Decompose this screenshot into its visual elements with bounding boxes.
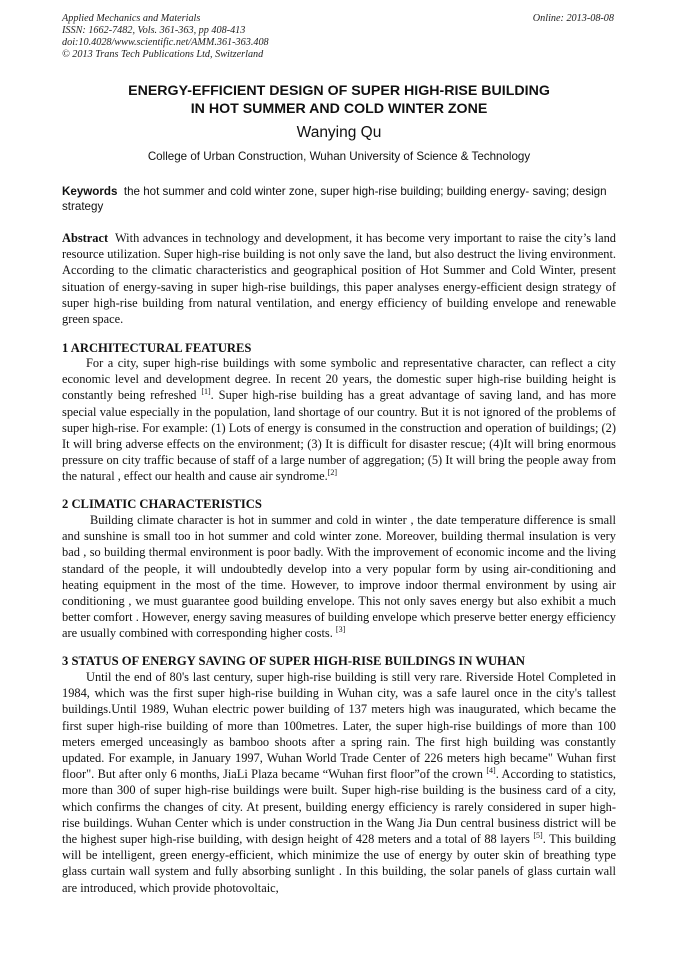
- section-3-paragraph: [62, 669, 616, 896]
- author-name: Wanying Qu: [296, 124, 382, 141]
- journal-doi: doi:10.4028/www.scientific.net/AMM.361-363.408: [62, 37, 269, 48]
- section-1-text-b: . Super high-rise building has a great advantage of saving land, and has more special value especially in the population, land shortage of our country. But it is not ignored of the problems of super high-rise. For example: (1) Lots of energy is consumed in the construction and operation of buildings; (2) It will bring adverse effects on the environment; (3) It is difficult for disaster rescue; (4)It will bring enormous pressure on city traffic because of staff of a large number of aggregation; (5) It will bring the people away from the natural , effect our health and cause air syndrome.: [62, 388, 617, 484]
- citation-2: [2]: [327, 468, 338, 478]
- abstract-text: With advances in technology and development, it has become very important to raise the city’s land resource utilization. Super high-rise building is not only save the land, but also destruct the living environment. According to the climatic characteristics and geographical position of Hot Summer and Cold Winter, present situation of energy-saving in super high-rise buildings, this paper analyses energy-efficient design strategy of super high-rise building from natural ventilation, and energy efficiency of building envelope and renewable green space.: [62, 231, 616, 327]
- section-1-heading: 1 ARCHITECTURAL FEATURES: [62, 341, 252, 355]
- citation-1: [1]: [201, 387, 211, 397]
- author-affiliation: College of Urban Construction, Wuhan University of Science & Technology: [147, 150, 531, 163]
- section-2-text: Building climate character is hot in summer and cold in winter , the date temperature difference is small and sunshine is small too in hot summer and cold winter zone. Moreover, building thermal insulation is very bad , so building thermal environment is poor badly. With the improvement of economic income and the living standard of the people, it will undoubtedly develop into a very popular form by using air-conditioning and heating equipment in the most of the time. However, to improve indoor thermal environment by using air conditioning , we must guarantee good building envelope. This not only saves energy but also exhibit a much better comfort . However, energy saving measures of building envelope which preserve better energy efficiency are usually combined with corresponding higher costs.: [62, 513, 616, 641]
- section-3-heading: 3 STATUS OF ENERGY SAVING OF SUPER HIGH-RISE BUILDINGS IN WUHAN: [62, 654, 526, 668]
- section-1-text-a: For a city, super high-rise buildings with some symbolic and representative character, can reflect a city economic level and development degree. In recent 20 years, the domestic super high-rise building height is constantly being refreshed: [62, 356, 616, 403]
- keywords-text: the hot summer and cold winter zone, super high-rise building; building energy- saving; design strategy: [62, 185, 607, 213]
- online-date: Online: 2013-08-08: [532, 13, 614, 24]
- keywords-block: [62, 185, 616, 214]
- journal-issn: ISSN: 1662-7482, Vols. 361-363, pp 408-413: [62, 25, 246, 36]
- abstract-label: Abstract: [62, 231, 109, 245]
- title-line-1: ENERGY-EFFICIENT DESIGN OF SUPER HIGH-RISE BUILDING: [128, 83, 550, 99]
- journal-copyright: © 2013 Trans Tech Publications Ltd, Switzerland: [62, 49, 264, 60]
- title-line-2: IN HOT SUMMER AND COLD WINTER ZONE: [190, 101, 488, 117]
- abstract-block: [62, 230, 616, 327]
- section-2-paragraph: [62, 512, 616, 642]
- section-2-heading: 2 CLIMATIC CHARACTERISTICS: [62, 497, 262, 511]
- keywords-label: Keywords: [62, 185, 118, 198]
- journal-header: [62, 13, 269, 61]
- section-1-paragraph: [62, 355, 616, 485]
- section-3-text-b: . According to statistics, more than 300 of super high-rise buildings were built. Super high-rise building is the business card of a city, which confirms the changes of city. At present, building energy efficiency is rarely considered in super high-rise buildings. Wuhan Center which is under construction in the Wang Jia Dun central business district will be the highest super high-rise building, with design height of 428 meters and a total of 88 layers: [62, 767, 616, 847]
- citation-4: [4]: [486, 766, 496, 776]
- citation-5: [5]: [533, 830, 543, 840]
- journal-name: Applied Mechanics and Materials: [62, 13, 201, 24]
- section-3-text-c: . This building will be intelligent, green energy-efficient, which minimize the use of energy by outer skin of breathing type glass curtain wall system and fully absorbing sunlight . In this building, the solar panels of glass curtain wall are introduced, which provide photovoltaic,: [62, 832, 617, 895]
- section-3-text-a: Until the end of 80's last century, super high-rise building is still very rare. Riverside Hotel Completed in 1984, which was the first super high-rise building in Wuhan city, was a safe laurel once in the city's tallest buildings.Until 1989, Wuhan electric power building of 137 meters high was inaugurated, which became the first super high-rise building of more than 100metres. Later, the super high-rise buildings of more than 100 meters emerged unceasingly as bamboo shoots after a spring rain. The first high building was constantly updated. For example, in January 1997, Wuhan World Trade Center of 226 meters high became" Wuhan first floor". But after only 6 months, JiaLi Plaza became “Wuhan first floor”of the crown: [62, 670, 616, 782]
- paper-title: [62, 82, 616, 118]
- citation-3: [3]: [335, 625, 346, 635]
